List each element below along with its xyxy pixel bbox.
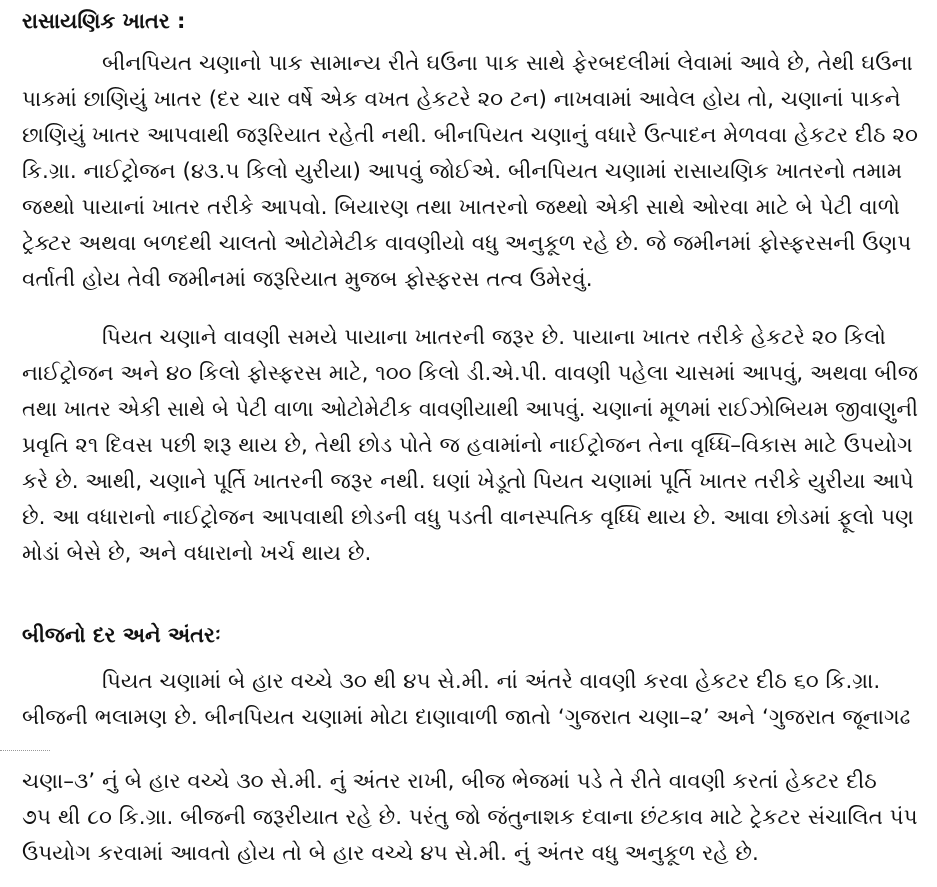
- text-line: છાણિયું ખાતર આપવાથી જરૂરિયાત રહેતી નથી. બીનપિયત ચણાનું વધારે ઉત્પાદન મેળવવા હેકટર દીઠ ૨૦: [22, 123, 918, 148]
- text-line: બીનપિયત ચણાનો પાક સામાન્ય રીતે ઘઉના પાક સાથે ફેરબદલીમાં લેવામાં આવે છે, તેથી ઘઉના: [102, 51, 913, 76]
- text-line: ઉપયોગ કરવામાં આવતો હોય તો બે હાર વચ્ચે ૪૫ સે.મી. નું અંતર વધુ અનુકૂળ રહે છે.: [22, 841, 759, 866]
- section-heading-seed-rate-spacing: બીજનો દર અને અંતરઃ: [22, 623, 221, 647]
- text-line: મોડાં બેસે છે, અને વધારાનો ખર્ચ થાય છે.: [22, 541, 372, 566]
- text-line: કિ.ગ્રા. નાઈટ્રોજન (૪૩.૫ કિલો યુરીયા) આપવું જોઈએ. બીનપિયત ચણામાં રાસાયણિક ખાતરનો તમામ: [22, 159, 903, 184]
- text-line: ટ્રેક્ટર અથવા બળદથી ચાલતો ઓટોમેટીક વાવણીયો વધુ અનુકૂળ રહે છે. જે જમીનમાં ફોસ્ફરસની ઉણપ: [22, 231, 912, 256]
- text-line: પાકમાં છાણિયું ખાતર (દર ચાર વર્ષે એક વખત હેકટરે ૨૦ ટન) નાખવામાં આવેલ હોય તો, ચણાનાં પાકને: [22, 87, 901, 112]
- text-line: કરે છે. આથી, ચણાને પૂર્તિ ખાતરની જરૂર નથી. ઘણાં ખેડૂતો પિયત ચણામાં પૂર્તિ ખાતર તરીકે યુરીયા આપે: [22, 469, 914, 494]
- text-line: તથા ખાતર એકી સાથે બે પેટી વાળા ઓટોમેટીક વાવણીયાથી આપવું. ચણાનાં મૂળમાં રાઈઝોબિયમ જીવાણુની: [22, 397, 918, 422]
- text-line: પ્રવૃતિ ૨૧ દિવસ પછી શરૂ થાય છે, તેથી છોડ પોતે જ હવામાંનો નાઈટ્રોજન તેના વૃધ્ધિ–વિકાસ માટે ઉપયોગ: [22, 433, 913, 458]
- text-line: પિયત ચણામાં બે હાર વચ્ચે ૩૦ થી ૪૫ સે.મી. નાં અંતરે વાવણી કરવા હેકટર દીઠ ૬૦ કિ.ગ્રા.: [102, 669, 881, 694]
- section-heading-chemical-fertilizer: રાસાયણિક ખાતર :: [22, 9, 186, 33]
- text-line: નાઈટ્રોજન અને ૪૦ કિલો ફોસ્ફરસ માટે, ૧૦૦ કિલો ડી.એ.પી. વાવણી પહેલા ચાસમાં આપવું, અથવા બીજ: [22, 361, 918, 386]
- text-line: પિયત ચણાને વાવણી સમયે પાયાના ખાતરની જરૂર છે. પાયાના ખાતર તરીકે હેકટરે ૨૦ કિલો: [102, 325, 886, 350]
- text-line: છે. આ વધારાનો નાઈટ્રોજન આપવાથી છોડની વધુ પડતી વાનસ્પતિક વૃધ્ધિ થાય છે. આવા છોડમાં ફૂલો પણ: [22, 505, 914, 530]
- text-line: ચણા–૩’ નું બે હાર વચ્ચે ૩૦ સે.મી. નું અંતર રાખી, બીજ ભેજમાં પડે તે રીતે વાવણી કરતાં હેકટર દીઠ: [22, 769, 877, 794]
- text-line: વર્તાતી હોય તેવી જમીનમાં જરૂરિયાત મુજબ ફોસ્ફરસ તત્વ ઉમેરવું.: [22, 267, 593, 292]
- scan-edge-mark: [0, 750, 50, 751]
- text-line: બીજની ભલામણ છે. બીનપિયત ચણામાં મોટા દાણાવાળી જાતો ‘ગુજરાત ચણા–૨’ અને ‘ગુજરાત જૂનાગઢ: [22, 705, 911, 730]
- text-line: ૭૫ થી ૮૦ કિ.ગ્રા. બીજની જરૂરીયાત રહે છે. પરંતુ જો જંતુનાશક દવાના છંટકાવ માટે ટ્રેકટર સંચાલિત પંપ: [22, 805, 918, 830]
- text-line: જથ્થો પાયાનાં ખાતર તરીકે આપવો. બિયારણ તથા ખાતરનો જથ્થો એકી સાથે ઓરવા માટે બે પેટી વાળો: [22, 195, 900, 220]
